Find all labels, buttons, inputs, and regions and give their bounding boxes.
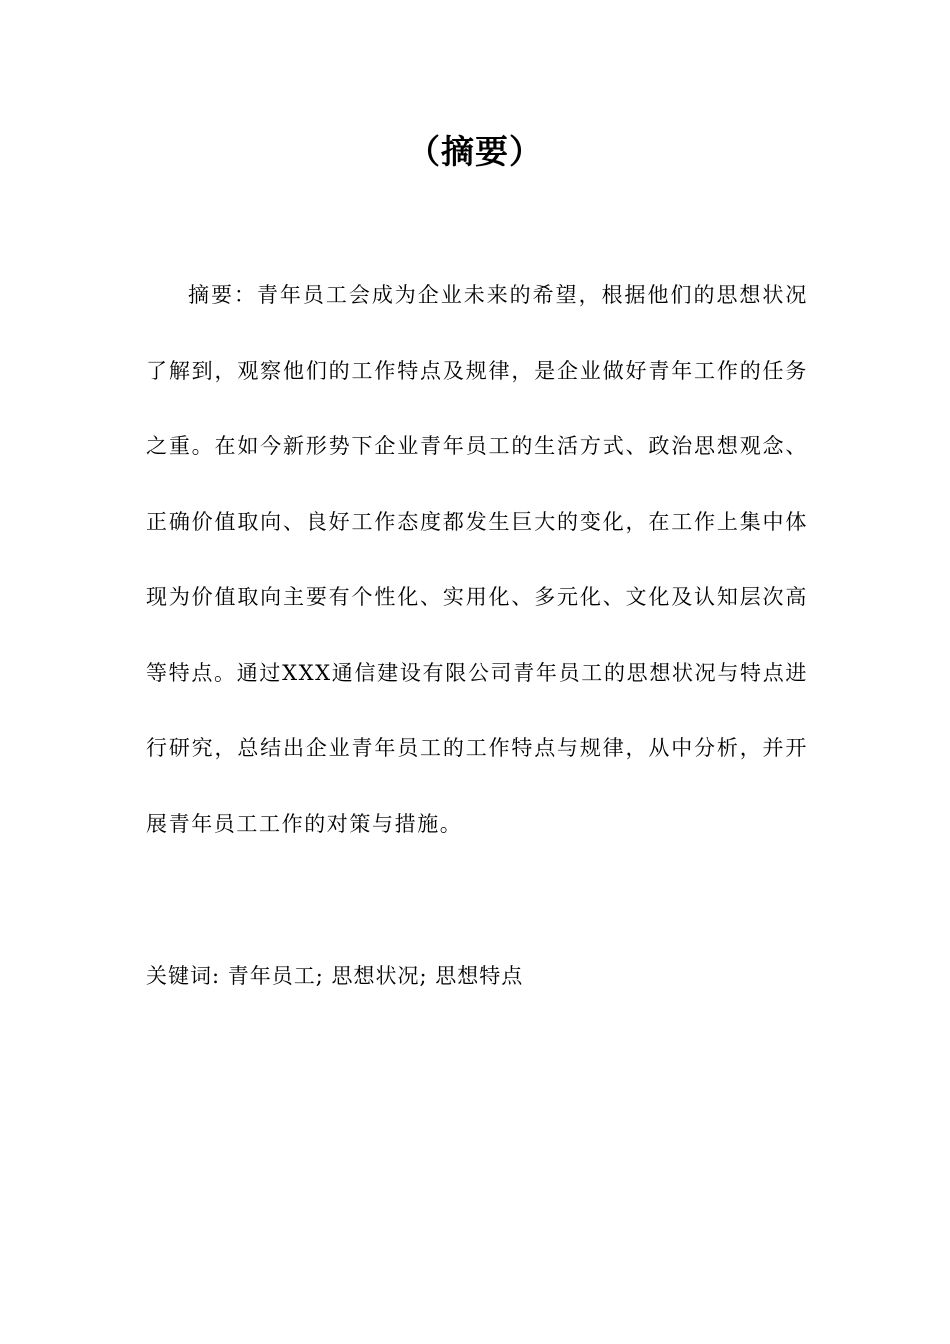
keywords-label: 关键词: [146, 964, 221, 988]
page-title: （摘要） [407, 132, 543, 171]
keyword-separator: ; [419, 964, 428, 988]
keyword-separator: ; [315, 964, 324, 988]
keyword-item: 思想状况 [331, 964, 420, 988]
keyword-item: 青年员工 [227, 964, 316, 988]
keyword-item: 思想特点 [435, 964, 524, 988]
abstract-paragraph [146, 258, 808, 862]
abstract-label: 摘要： [188, 283, 257, 307]
keywords-line [146, 952, 808, 1000]
abstract-text: 青年员工会成为企业未来的希望，根据他们的思想状况了解到，观察他们的工作特点及规律，是企业做好青年工作的任务之重。在如今新形势下企业青年员工的生活方式、政治思想观念、正确价值取向、良好工作态度都发生巨大的变化，在工作上集中体现为价值取向主要有个性化、实用化、多元化、文化及认知层次高等特点。通过XXX通信建设有限公司青年员工的思想状况与特点进行研究，总结出企业青年员工的工作特点与规律，从中分析，并开展青年员工工作的对策与措施。 [146, 283, 808, 836]
